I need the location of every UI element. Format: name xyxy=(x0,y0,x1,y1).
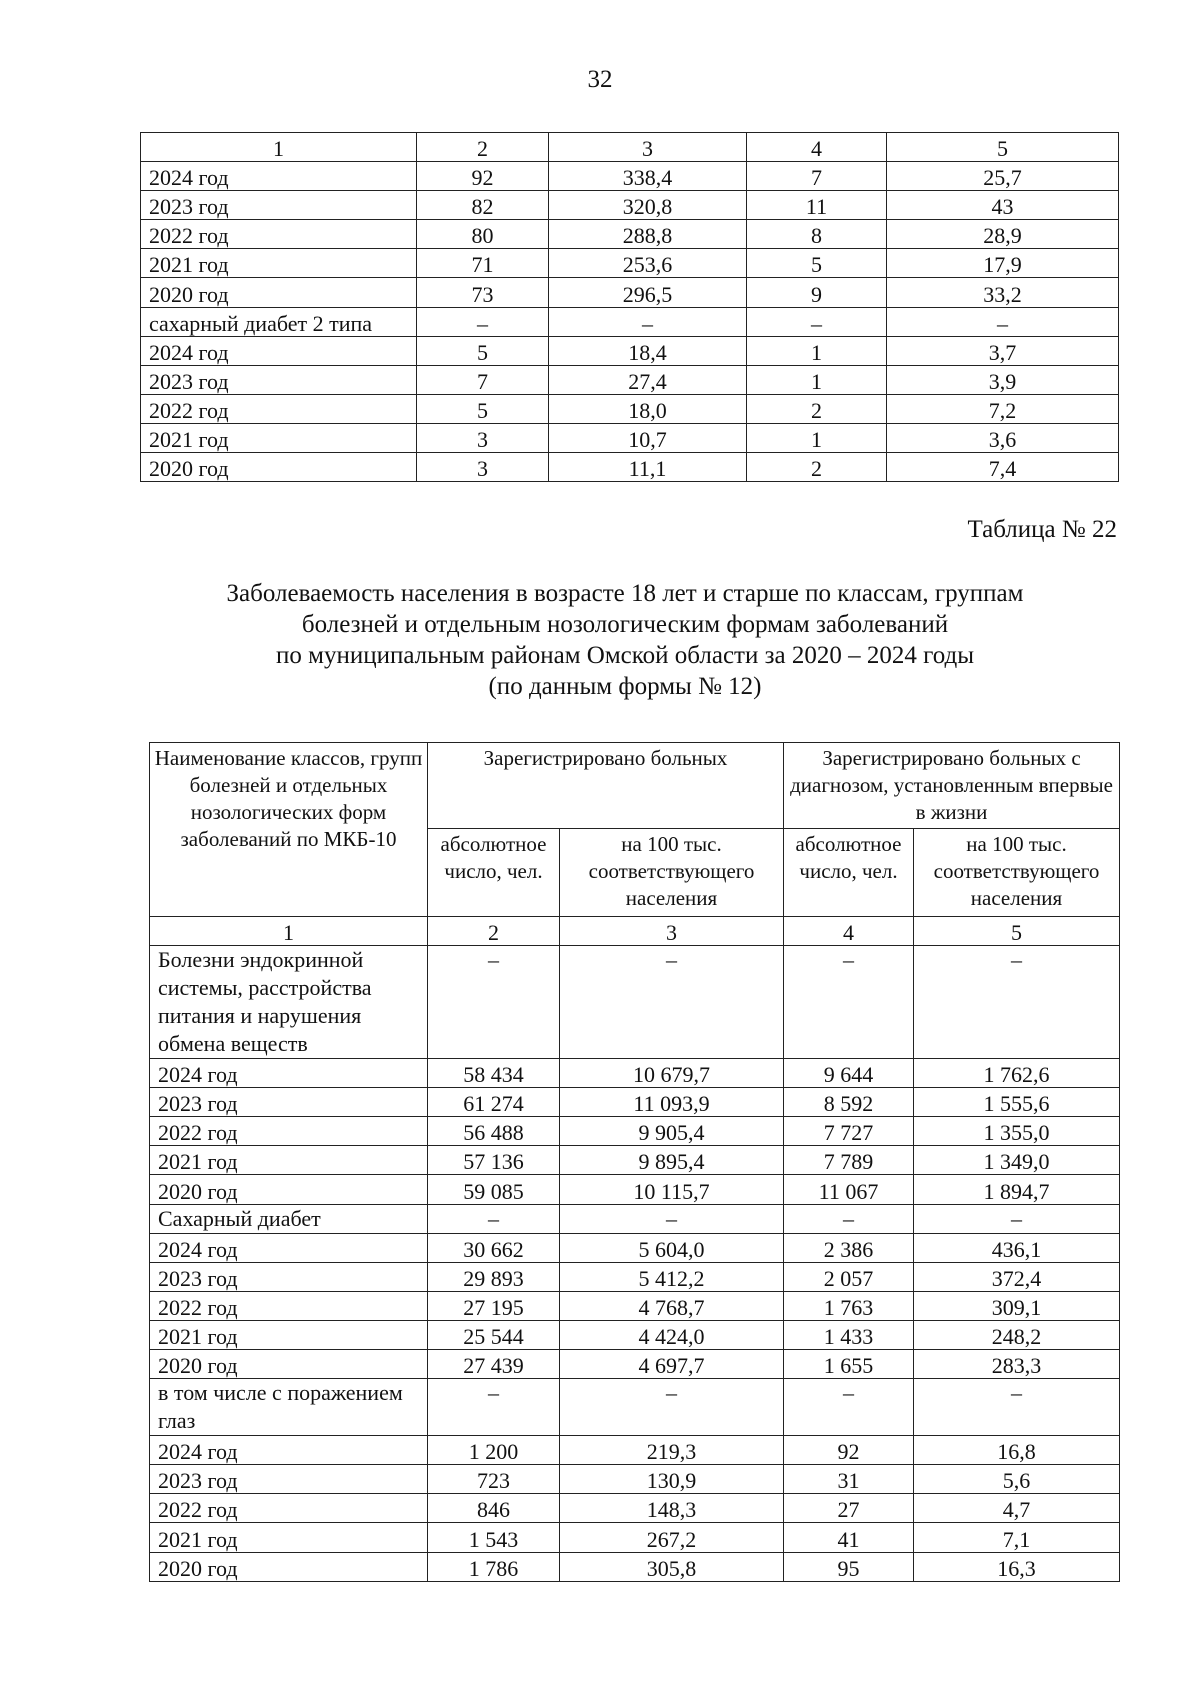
row-label: 2024 год xyxy=(141,336,417,365)
table-cell: 25,7 xyxy=(887,162,1119,191)
column-number: 3 xyxy=(560,917,784,946)
table-cell: 338,4 xyxy=(549,162,747,191)
column-number-row xyxy=(141,133,1119,162)
row-label: в том числе с поражением глаз xyxy=(150,1379,428,1436)
row-label: Сахарный диабет xyxy=(150,1204,428,1233)
table-cell: 58 434 xyxy=(428,1059,560,1088)
table-cell: 4 697,7 xyxy=(560,1350,784,1379)
table-cell: 7,1 xyxy=(914,1523,1120,1552)
table-cell: 1 655 xyxy=(784,1350,914,1379)
row-label: 2024 год xyxy=(141,162,417,191)
table-row xyxy=(141,394,1119,423)
table-cell: 7,2 xyxy=(887,394,1119,423)
table-cell: – xyxy=(914,1379,1120,1436)
table-row xyxy=(150,1088,1120,1117)
row-label: 2022 год xyxy=(141,220,417,249)
table-cell: 288,8 xyxy=(549,220,747,249)
table-cell: 9 905,4 xyxy=(560,1117,784,1146)
table-cell: 1 555,6 xyxy=(914,1088,1120,1117)
table-cell: – xyxy=(784,946,914,1059)
table-cell: 7 727 xyxy=(784,1117,914,1146)
row-label: 2023 год xyxy=(150,1088,428,1117)
table-cell: 82 xyxy=(417,191,549,220)
table-row xyxy=(141,423,1119,452)
table-cell: 41 xyxy=(784,1523,914,1552)
table-cell: 372,4 xyxy=(914,1262,1120,1291)
header-absolute-first-time: абсолютное число, чел. xyxy=(784,829,914,917)
row-label: 2023 год xyxy=(141,365,417,394)
row-label: 2022 год xyxy=(150,1117,428,1146)
row-label: 2020 год xyxy=(150,1350,428,1379)
table-cell: 7 xyxy=(417,365,549,394)
table-cell: 4,7 xyxy=(914,1494,1120,1523)
table-cell: 283,3 xyxy=(914,1350,1120,1379)
table-title-line: (по данным формы № 12) xyxy=(488,673,762,700)
group-row xyxy=(150,946,1120,1059)
table-cell: 1 543 xyxy=(428,1523,560,1552)
table-cell: 1 349,0 xyxy=(914,1146,1120,1175)
column-number: 5 xyxy=(887,133,1119,162)
table-cell: 18,0 xyxy=(549,394,747,423)
row-label: 2023 год xyxy=(150,1465,428,1494)
table-cell: 17,9 xyxy=(887,249,1119,278)
table-row xyxy=(150,1175,1120,1204)
table-cell: 436,1 xyxy=(914,1233,1120,1262)
header-name-column: Наименование классов, групп болезней и отдельных нозологических форм заболеваний по МКБ-10 xyxy=(150,743,428,917)
table-cell: 148,3 xyxy=(560,1494,784,1523)
table-cell: – xyxy=(560,946,784,1059)
row-label: 2024 год xyxy=(150,1436,428,1465)
table-cell: 92 xyxy=(784,1436,914,1465)
table-cell: 10,7 xyxy=(549,423,747,452)
header-absolute: абсолютное число, чел. xyxy=(428,829,560,917)
table-cell: 27 439 xyxy=(428,1350,560,1379)
row-label: 2021 год xyxy=(150,1146,428,1175)
row-label: 2022 год xyxy=(141,394,417,423)
table-cell: 1 894,7 xyxy=(914,1175,1120,1204)
table-cell: 7,4 xyxy=(887,453,1119,482)
table-row xyxy=(150,1494,1120,1523)
header-registered-first-time: Зарегистрировано больных с диагнозом, установленным впервые в жизни xyxy=(784,743,1120,829)
column-number: 5 xyxy=(914,917,1120,946)
table-cell: – xyxy=(784,1204,914,1233)
table-cell: 92 xyxy=(417,162,549,191)
table-cell: 1 xyxy=(747,365,887,394)
table-row xyxy=(141,191,1119,220)
table-cell: 73 xyxy=(417,278,549,307)
table-cell: 8 592 xyxy=(784,1088,914,1117)
table-cell: – xyxy=(428,1379,560,1436)
table-cell: 27,4 xyxy=(549,365,747,394)
table-cell: 30 662 xyxy=(428,1233,560,1262)
table-cell: 248,2 xyxy=(914,1320,1120,1349)
table-title-line: болезней и отдельным нозологическим формам заболеваний xyxy=(301,611,949,638)
table-cell: 10 679,7 xyxy=(560,1059,784,1088)
table-cell: – xyxy=(428,946,560,1059)
row-label: 2021 год xyxy=(150,1320,428,1349)
table-cell: 16,3 xyxy=(914,1552,1120,1581)
table-title-line: Заболеваемость населения в возрасте 18 лет и старше по классам, группам xyxy=(226,580,1024,607)
table-cell: 4 768,7 xyxy=(560,1291,784,1320)
row-label: 2020 год xyxy=(150,1175,428,1204)
table-cell: 27 195 xyxy=(428,1291,560,1320)
table-cell: 1 786 xyxy=(428,1552,560,1581)
table-row xyxy=(150,1117,1120,1146)
table-cell: 3,7 xyxy=(887,336,1119,365)
table-cell: 4 424,0 xyxy=(560,1320,784,1349)
table-cell: 3 xyxy=(417,423,549,452)
table-cell: 95 xyxy=(784,1552,914,1581)
row-label: 2020 год xyxy=(141,453,417,482)
row-label: 2021 год xyxy=(141,249,417,278)
header-per-100k-first-time: на 100 тыс. соответствующего населения xyxy=(914,829,1120,917)
table-row xyxy=(150,1436,1120,1465)
table-cell: 9 644 xyxy=(784,1059,914,1088)
table-cell: 305,8 xyxy=(560,1552,784,1581)
table-cell: 28,9 xyxy=(887,220,1119,249)
table-cell: 1 762,6 xyxy=(914,1059,1120,1088)
table-cell: 80 xyxy=(417,220,549,249)
table-row xyxy=(141,453,1119,482)
table-cell: 43 xyxy=(887,191,1119,220)
row-label: 2023 год xyxy=(150,1262,428,1291)
table-row xyxy=(141,307,1119,336)
row-label: 2021 год xyxy=(150,1523,428,1552)
table-caption: Таблица № 22 xyxy=(967,516,1117,543)
table-cell: 1 433 xyxy=(784,1320,914,1349)
table-cell: 7 789 xyxy=(784,1146,914,1175)
table-cell: 11,1 xyxy=(549,453,747,482)
table-cell: – xyxy=(887,307,1119,336)
row-label: 2022 год xyxy=(150,1494,428,1523)
table-row xyxy=(150,1350,1120,1379)
table-cell: 11 093,9 xyxy=(560,1088,784,1117)
table-cell: 253,6 xyxy=(549,249,747,278)
table-row xyxy=(150,1291,1120,1320)
table-cell: 7 xyxy=(747,162,887,191)
table-cell: 11 067 xyxy=(784,1175,914,1204)
table-row xyxy=(141,249,1119,278)
table-cell: 57 136 xyxy=(428,1146,560,1175)
table-title-line: по муниципальным районам Омской области за 2020 – 2024 годы xyxy=(276,642,974,669)
table-cell: 3,6 xyxy=(887,423,1119,452)
table-cell: 320,8 xyxy=(549,191,747,220)
table-cell: 2 xyxy=(747,394,887,423)
table-cell: 16,8 xyxy=(914,1436,1120,1465)
table-cell: 59 085 xyxy=(428,1175,560,1204)
row-label: 2024 год xyxy=(150,1059,428,1088)
table-cell: 9 xyxy=(747,278,887,307)
table-cell: – xyxy=(549,307,747,336)
row-label: 2023 год xyxy=(141,191,417,220)
column-number: 4 xyxy=(784,917,914,946)
table-cell: 61 274 xyxy=(428,1088,560,1117)
table-cell: 10 115,7 xyxy=(560,1175,784,1204)
table-row xyxy=(150,1059,1120,1088)
table-cell: 309,1 xyxy=(914,1291,1120,1320)
table-cell: 3 xyxy=(417,453,549,482)
table-cell: 723 xyxy=(428,1465,560,1494)
table-cell: 5,6 xyxy=(914,1465,1120,1494)
table-cell: 71 xyxy=(417,249,549,278)
table-cell: 27 xyxy=(784,1494,914,1523)
column-number: 4 xyxy=(747,133,887,162)
table-cell: – xyxy=(914,1204,1120,1233)
table-cell: 56 488 xyxy=(428,1117,560,1146)
table-row xyxy=(150,1233,1120,1262)
table-cell: 1 763 xyxy=(784,1291,914,1320)
table-cell: – xyxy=(914,946,1120,1059)
table-row xyxy=(150,1465,1120,1494)
table-cell: – xyxy=(784,1379,914,1436)
table-row xyxy=(150,1552,1120,1581)
table-row xyxy=(141,278,1119,307)
table-row xyxy=(150,1523,1120,1552)
table-row xyxy=(150,1262,1120,1291)
table-cell: 5 xyxy=(417,394,549,423)
table-cell: – xyxy=(417,307,549,336)
table-cell: 1 200 xyxy=(428,1436,560,1465)
table-cell: 11 xyxy=(747,191,887,220)
table-cell: 29 893 xyxy=(428,1262,560,1291)
table-cell: 5 604,0 xyxy=(560,1233,784,1262)
header-per-100k: на 100 тыс. соответствующего населения xyxy=(560,829,784,917)
table-cell: – xyxy=(560,1379,784,1436)
column-number: 1 xyxy=(141,133,417,162)
table-cell: – xyxy=(428,1204,560,1233)
table-cell: 2 057 xyxy=(784,1262,914,1291)
row-label: 2024 год xyxy=(150,1233,428,1262)
table-cell: 33,2 xyxy=(887,278,1119,307)
header-registered: Зарегистрировано больных xyxy=(428,743,784,829)
table-row xyxy=(141,162,1119,191)
table-cell: – xyxy=(560,1204,784,1233)
row-label: сахарный диабет 2 типа xyxy=(141,307,417,336)
table-cell: 219,3 xyxy=(560,1436,784,1465)
row-label: 2020 год xyxy=(150,1552,428,1581)
table-cell: 2 386 xyxy=(784,1233,914,1262)
table-cell: 296,5 xyxy=(549,278,747,307)
column-number-row xyxy=(150,917,1120,946)
morbidity-table xyxy=(149,742,1120,1582)
continued-data-table xyxy=(140,132,1119,482)
table-row xyxy=(150,1320,1120,1349)
table-cell: 5 412,2 xyxy=(560,1262,784,1291)
table-cell: 1 355,0 xyxy=(914,1117,1120,1146)
table-cell: 846 xyxy=(428,1494,560,1523)
column-number: 2 xyxy=(428,917,560,946)
table-cell: 8 xyxy=(747,220,887,249)
table-cell: – xyxy=(747,307,887,336)
table-cell: 9 895,4 xyxy=(560,1146,784,1175)
table-cell: 31 xyxy=(784,1465,914,1494)
column-number: 3 xyxy=(549,133,747,162)
table-cell: 2 xyxy=(747,453,887,482)
table-row xyxy=(150,1146,1120,1175)
table-title xyxy=(100,578,1150,702)
table-cell: 1 xyxy=(747,336,887,365)
column-number: 2 xyxy=(417,133,549,162)
table-cell: 130,9 xyxy=(560,1465,784,1494)
table-row xyxy=(141,336,1119,365)
group-row xyxy=(150,1379,1120,1436)
table-cell: 1 xyxy=(747,423,887,452)
group-row xyxy=(150,1204,1120,1233)
page-number: 32 xyxy=(587,66,613,93)
row-label: 2022 год xyxy=(150,1291,428,1320)
table-cell: 5 xyxy=(417,336,549,365)
row-label: 2020 год xyxy=(141,278,417,307)
table-cell: 5 xyxy=(747,249,887,278)
table-cell: 18,4 xyxy=(549,336,747,365)
row-label: Болезни эндокринной системы, расстройства питания и нарушения обмена веществ xyxy=(150,946,428,1059)
table-cell: 267,2 xyxy=(560,1523,784,1552)
table-row xyxy=(141,220,1119,249)
table-cell: 3,9 xyxy=(887,365,1119,394)
table-cell: 25 544 xyxy=(428,1320,560,1349)
column-number: 1 xyxy=(150,917,428,946)
row-label: 2021 год xyxy=(141,423,417,452)
table-row xyxy=(141,365,1119,394)
